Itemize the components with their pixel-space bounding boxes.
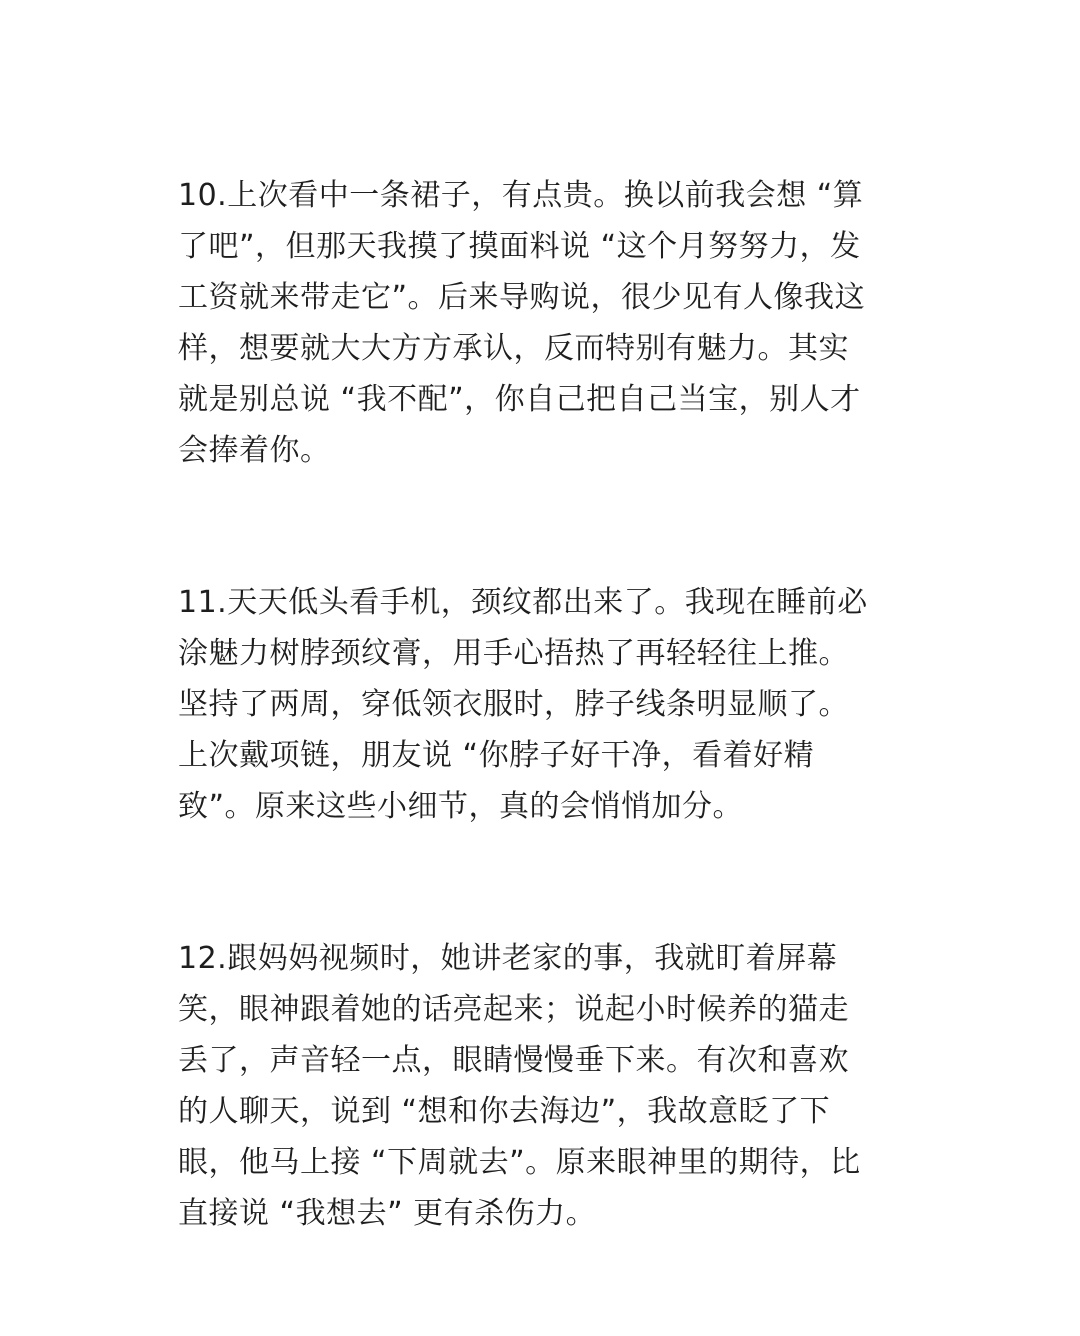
text-line: 12.跟妈妈视频时，她讲老家的事，我就盯着屏幕: [178, 941, 838, 976]
text-line: 笑，眼神跟着她的话亮起来；说起小时候养的猫走: [178, 992, 849, 1027]
text-line: 丢了，声音轻一点，眼睛慢慢垂下来。有次和喜欢: [178, 1043, 849, 1078]
text-line: 样，想要就大大方方承认，反而特别有魅力。其实: [178, 331, 849, 366]
text-line: 坚持了两周，穿低领衣服时，脖子线条明显顺了。: [178, 687, 849, 722]
text-line: 眼，他马上接 “下周就去”。原来眼神里的期待，比: [178, 1145, 861, 1180]
text-line: 涂魅力树脖颈纹膏，用手心捂热了再轻轻往上推。: [178, 636, 849, 671]
paragraph-spacer: [178, 476, 908, 577]
text-line: 了吧”，但那天我摸了摸面料说 “这个月努努力，发: [178, 229, 861, 264]
text-line: 11.天天低头看手机，颈纹都出来了。我现在睡前必: [178, 585, 868, 620]
text-line: 就是别总说 “我不配”，你自己把自己当宝，别人才: [178, 382, 861, 417]
paragraph-10: [178, 170, 908, 476]
article-body: [178, 170, 908, 1239]
text-line: 的人聊天，说到 “想和你去海边”，我故意眨了下: [178, 1094, 831, 1129]
text-line: 致”。原来这些小细节，真的会悄悄加分。: [178, 789, 744, 824]
text-line: 会捧着你。: [178, 433, 331, 468]
paragraph-11: [178, 577, 908, 832]
text-line: 直接说 “我想去” 更有杀伤力。: [178, 1196, 597, 1231]
text-line: 10.上次看中一条裙子，有点贵。换以前我会想 “算: [178, 178, 864, 213]
paragraph-spacer: [178, 832, 908, 933]
paragraph-12: [178, 933, 908, 1239]
text-line: 工资就来带走它”。后来导购说，很少见有人像我这: [178, 280, 866, 315]
text-line: 上次戴项链，朋友说 “你脖子好干净，看着好精: [178, 738, 815, 773]
